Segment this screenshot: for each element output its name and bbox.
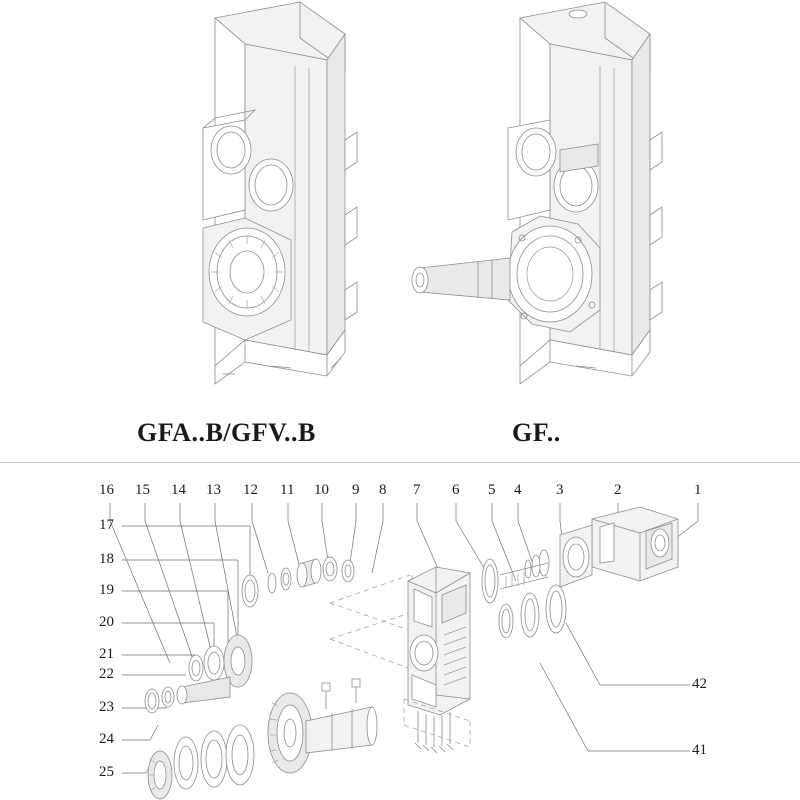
gearbox-drawing-left bbox=[95, 0, 395, 400]
callout-25: 25 bbox=[99, 764, 114, 780]
callout-11: 11 bbox=[280, 482, 295, 498]
callout-4: 4 bbox=[514, 482, 522, 498]
callout-9: 9 bbox=[352, 482, 360, 498]
callout-22: 22 bbox=[99, 666, 114, 682]
callout-14: 14 bbox=[171, 482, 186, 498]
callout-7: 7 bbox=[413, 482, 421, 498]
callout-23: 23 bbox=[99, 699, 114, 715]
callout-18: 18 bbox=[99, 551, 114, 567]
callout-3: 3 bbox=[556, 482, 564, 498]
callout-41: 41 bbox=[692, 742, 707, 758]
callout-21: 21 bbox=[99, 646, 114, 662]
callout-15: 15 bbox=[135, 482, 150, 498]
callout-19: 19 bbox=[99, 582, 114, 598]
callout-17: 17 bbox=[99, 517, 114, 533]
caption-right: GF.. bbox=[512, 418, 561, 447]
callout-13: 13 bbox=[206, 482, 221, 498]
callout-16: 16 bbox=[99, 482, 114, 498]
callout-5: 5 bbox=[488, 482, 496, 498]
caption-left: GFA..B/GFV..B bbox=[137, 418, 316, 447]
callout-42: 42 bbox=[692, 676, 707, 692]
callout-1: 1 bbox=[694, 482, 702, 498]
callout-24: 24 bbox=[99, 731, 114, 747]
callout-20: 20 bbox=[99, 614, 114, 630]
callout-12: 12 bbox=[243, 482, 258, 498]
gearbox-drawing-right bbox=[400, 0, 720, 400]
callout-10: 10 bbox=[314, 482, 329, 498]
exploded-view-graphic bbox=[0, 463, 800, 800]
exploded-view-section bbox=[0, 463, 800, 800]
callout-2: 2 bbox=[614, 482, 622, 498]
callout-8: 8 bbox=[379, 482, 387, 498]
callout-6: 6 bbox=[452, 482, 460, 498]
